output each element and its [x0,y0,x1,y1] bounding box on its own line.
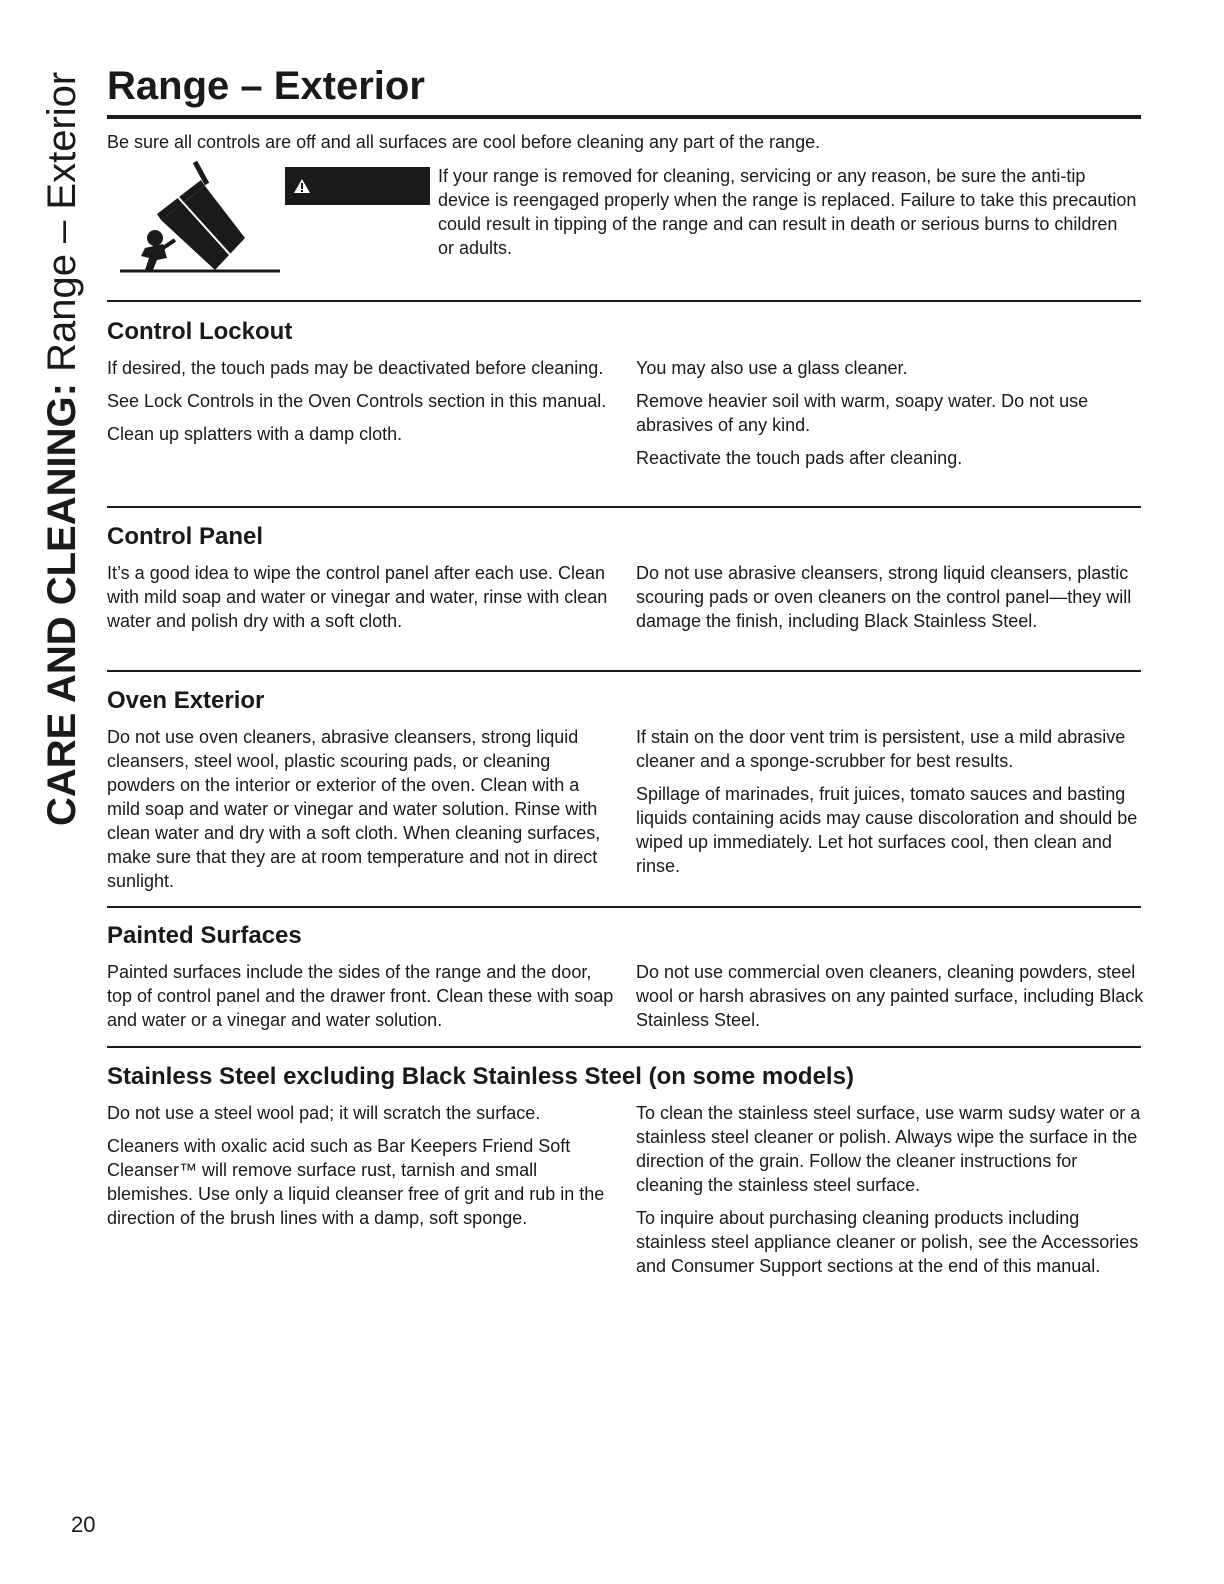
section-stainless-steel [107,1062,1141,1276]
section-divider [107,670,1141,672]
paragraph: Remove heavier soil with warm, soapy water. Do not use abrasives of any kind. [636,391,1089,435]
paragraph: Do not use a steel wool pad; it will scratch the surface. [107,1103,541,1123]
paragraph: You may also use a glass cleaner. [636,358,908,378]
paragraph: Do not use commercial oven cleaners, cleaning powders, steel wool or harsh abrasives on any painted surface, including Black Stainless Steel. [636,962,1144,1030]
side-section-tab [40,36,84,826]
title-divider [107,115,1141,119]
section-control-panel [107,522,1141,631]
section-control-lockout [107,317,1141,468]
section-divider [107,506,1141,508]
paragraph: Do not use abrasive cleansers, strong liquid cleansers, plastic scouring pads or oven cleaners on the control panel—they will damage the finish, including Black Stainless Steel. [636,563,1132,631]
paragraph: To inquire about purchasing cleaning products including stainless steel appliance cleaner or polish, see the Accessories and Consumer Support sections at the end of this manual. [636,1208,1139,1276]
paragraph: Cleaners with oxalic acid such as Bar Keepers Friend Soft Cleanser™ will remove surface rust, tarnish and small blemishes. Use only a liquid cleanser free of grit and rub in the direction of the brush lines with a damp, soft sponge. [107,1136,605,1228]
page-title: Range – Exterior [107,64,425,108]
section-heading: Painted Surfaces [107,922,302,949]
section-divider [107,1046,1141,1048]
section-oven-exterior [107,686,1141,891]
side-tab-category: CARE AND CLEANING: [40,383,84,826]
section-divider [107,300,1141,302]
paragraph: If desired, the touch pads may be deactivated before cleaning. [107,358,604,378]
paragraph: It’s a good idea to wipe the control panel after each use. Clean with mild soap and water or vinegar and water, rinse with clean water and polish dry with a soft cloth. [107,563,608,631]
page-number: 20 [71,1512,96,1537]
paragraph: Reactivate the touch pads after cleaning. [636,448,963,468]
paragraph: Spillage of marinades, fruit juices, tomato sauces and basting liquids containing acids may cause discoloration and should be wiped up immediately. Let hot surfaces cool, then clean and rinse. [636,784,1138,876]
anti-tip-warning-text: If your range is removed for cleaning, servicing or any reason, be sure the anti-tip device is reengaged properly when the range is replaced. Failure to take this precaution could result in tipping of the range and can result in death or serious burns to children or adults. [438,166,1137,258]
section-heading: Control Panel [107,523,264,550]
section-heading: Stainless Steel excluding Black Stainless Steel (on some models) [107,1063,854,1090]
section-painted-surfaces [107,921,1144,1030]
anti-tip-hazard-icon [117,158,282,274]
paragraph: Clean up splatters with a damp cloth. [107,424,403,444]
paragraph: See Lock Controls in the Oven Controls section in this manual. [107,391,607,411]
paragraph: To clean the stainless steel surface, use warm sudsy water or a stainless steel cleaner or polish. Always wipe the surface in the direction of the grain. Follow the cleaner instructions for cleaning the stainless steel surface. [636,1103,1141,1195]
paragraph: Painted surfaces include the sides of the range and the door, top of control panel and the drawer front. Clean these with soap and water or a vinegar and water solution. [107,962,614,1030]
side-tab-topic: Range – Exterior [40,71,84,372]
intro-text: Be sure all controls are off and all surfaces are cool before cleaning any part of the range. [107,132,821,152]
warning-badge [285,167,430,205]
section-divider [107,906,1141,908]
paragraph: Do not use oven cleaners, abrasive cleansers, strong liquid cleansers, steel wool, plastic scouring pads, or cleaning powders on the interior or exterior of the oven. Clean with a mild soap and water or vinegar and water solution. Rinse with clean water and dry with a soft cloth. When cleaning surfaces, make sure that they are at room temperature and not in direct sunlight. [107,727,601,891]
warning-triangle-icon [293,178,311,194]
section-heading: Oven Exterior [107,687,265,714]
paragraph: If stain on the door vent trim is persistent, use a mild abrasive cleaner and a sponge-scrubber for best results. [636,727,1126,771]
section-heading: Control Lockout [107,318,293,345]
